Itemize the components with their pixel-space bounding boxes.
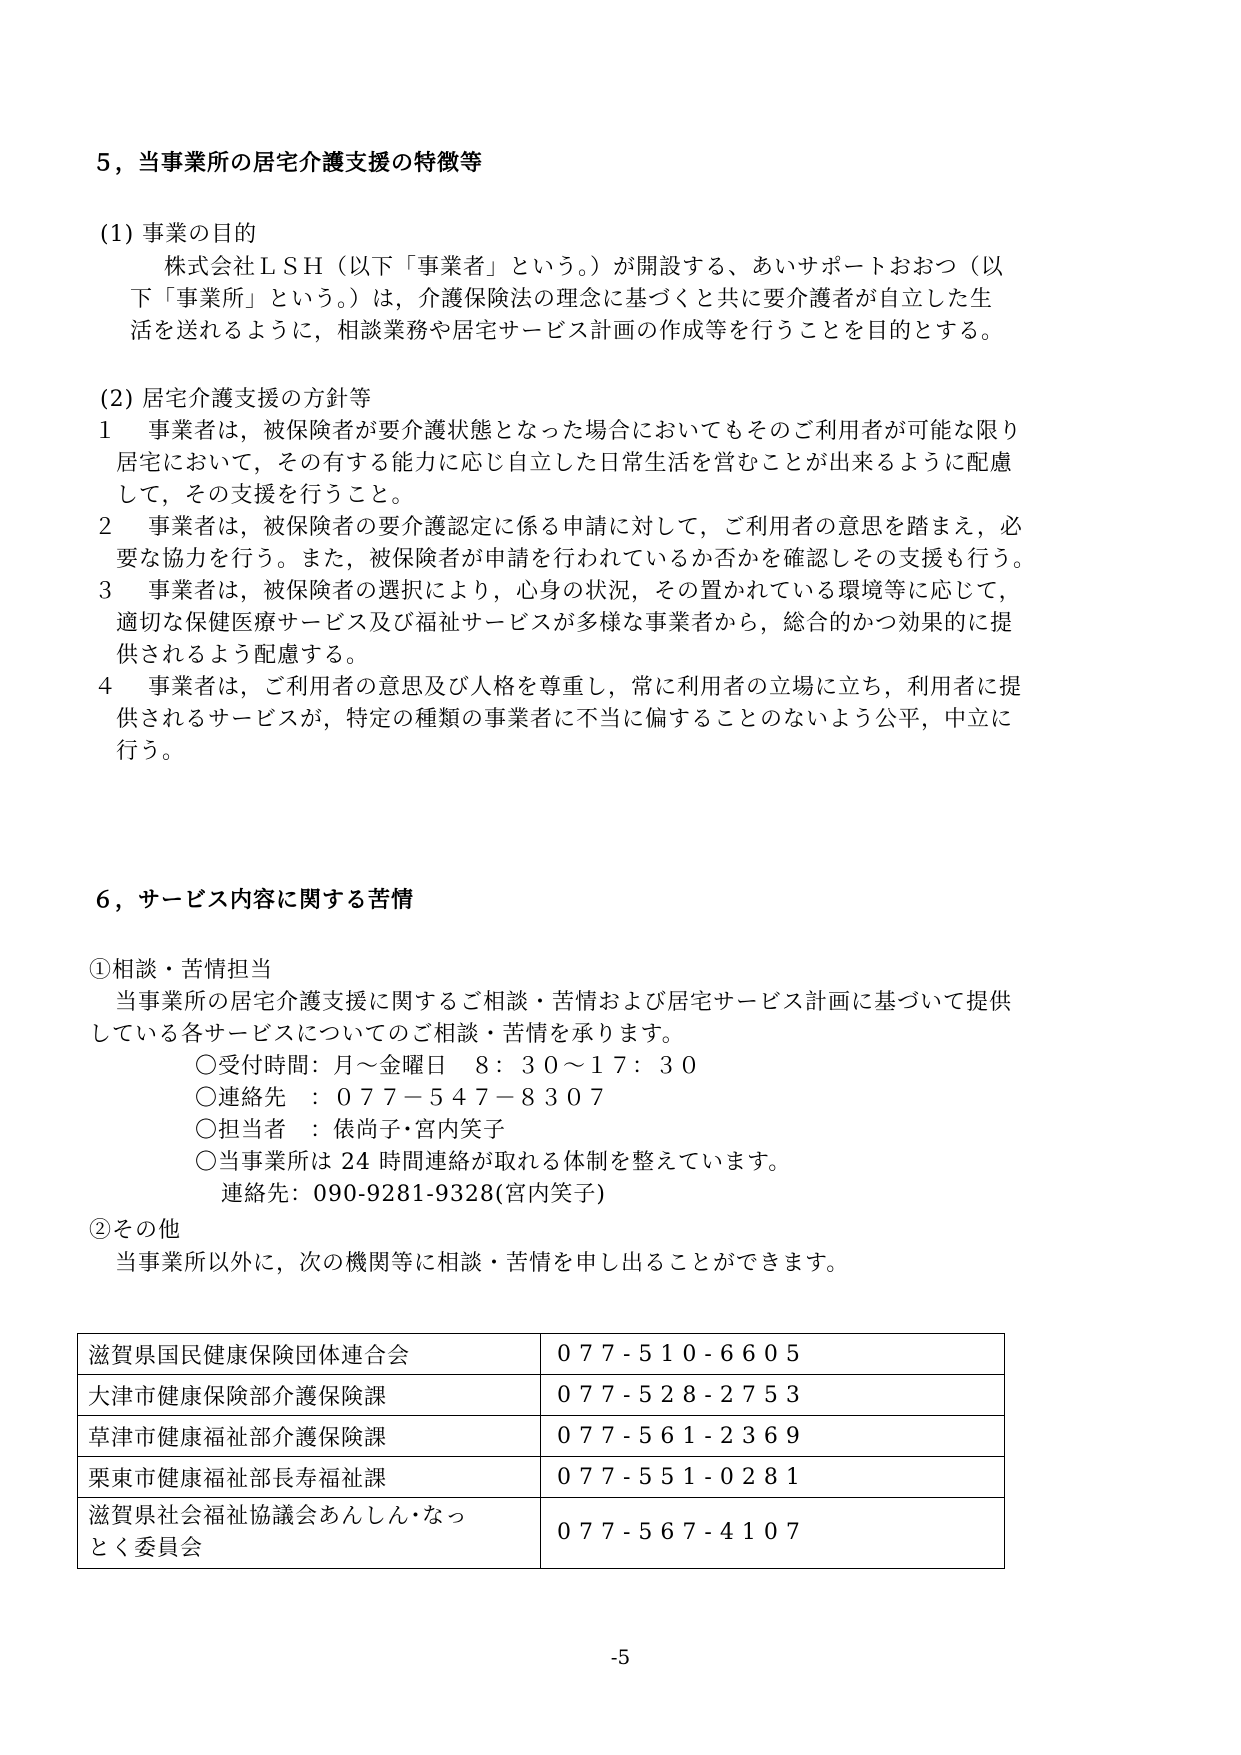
consultation-line: 当事業所の居宅介護支援に関するご相談・苦情および居宅サービス計画に基づいて提供 [115, 990, 1013, 1015]
policy-line: 行う。 [116, 739, 186, 764]
consultation-details [195, 1051, 791, 1211]
section6-sub2-title: ②その他 [89, 1218, 182, 1243]
section5-heading: ５，当事業所の居宅介護支援の特徴等 [92, 151, 484, 176]
policy-line: 供されるよう配慮する。 [116, 643, 370, 668]
policy-line: ２ 事業者は，被保険者の要介護認定に係る申請に対して，ご利用者の意思を踏まえ，必 [94, 515, 1023, 540]
policy-line: して，その支援を行うこと。 [116, 483, 415, 508]
other-agencies-intro: 当事業所以外に，次の機関等に相談・苦情を申し出ることができます。 [115, 1251, 850, 1276]
policy-line: ４ 事業者は，ご利用者の意思及び人格を尊重し，常に利用者の立場に立ち，利用者に提 [94, 675, 1023, 700]
section6-heading: ６，サービス内容に関する苦情 [92, 888, 415, 913]
table-row [78, 1498, 1005, 1569]
purpose-line: 株式会社ＬＳＨ（以下「事業者」という。）が開設する、あいサポートおおつ（以 [164, 255, 1004, 280]
agency-phone: 077-551-0281 [541, 1457, 1005, 1498]
reception-hours: 〇受付時間：月～金曜日 ８：３０～１７：３０ [195, 1054, 702, 1079]
agency-contact-table [77, 1333, 1005, 1569]
agency-phone: 077-528-2753 [541, 1375, 1005, 1416]
purpose-line: 活を送れるように，相談業務や居宅サービス計画の作成等を行うことを目的とする。 [130, 319, 1005, 344]
page-number: -5 [610, 1645, 631, 1669]
contact-phone: 〇連絡先 ：０７７－５４７－８３０７ [195, 1086, 610, 1111]
policy-item [94, 576, 1036, 672]
policy-number: １ [94, 419, 118, 444]
table-row [78, 1334, 1005, 1375]
consultation-line: している各サービスについてのご相談・苦情を承ります。 [89, 1022, 685, 1047]
agency-phone: 077-561-2369 [541, 1416, 1005, 1457]
policy-number: ３ [94, 579, 118, 604]
policy-line: 適切な保健医療サービス及び福祉サービスが多様な事業者から，総合的かつ効果的に提 [116, 611, 1014, 636]
policy-number: ２ [94, 515, 118, 540]
policy-list [94, 416, 1036, 768]
section6-sub1-title: ①相談・苦情担当 [89, 958, 274, 983]
table-row [78, 1416, 1005, 1457]
policy-item [94, 416, 1036, 512]
twentyfour-hour-note: 〇当事業所は 24 時間連絡が取れる体制を整えています。 [195, 1150, 792, 1175]
agency-name: 大津市健康保険部介護保険課 [78, 1375, 541, 1416]
section5-sub1-title: (1) 事業の目的 [100, 222, 258, 247]
table-row [78, 1375, 1005, 1416]
policy-item [94, 672, 1036, 768]
table-row [78, 1457, 1005, 1498]
policy-line: 要な協力を行う。また，被保険者が申請を行われているか否かを確認しその支援も行う。 [116, 547, 1037, 572]
policy-number: ４ [94, 675, 118, 700]
consultation-paragraph [89, 987, 1012, 1051]
agency-name: 滋賀県社会福祉協議会あんしん･なっ とく委員会 [78, 1498, 541, 1569]
purpose-line: 下「事業所」という。）は，介護保険法の理念に基づくと共に要介護者が自立した生 [130, 287, 994, 312]
section5-sub2-title: (2) 居宅介護支援の方針等 [100, 387, 373, 412]
agency-name: 栗東市健康福祉部長寿福祉課 [78, 1457, 541, 1498]
emergency-contact: 連絡先：090-9281-9328(宮内笑子) [221, 1182, 607, 1207]
policy-line: 居宅において，その有する能力に応じ自立した日常生活を営むことが出来るように配慮 [116, 451, 1013, 476]
staff-in-charge: 〇担当者 ：俵尚子･宮内笑子 [195, 1118, 507, 1143]
agency-name: 滋賀県国民健康保険団体連合会 [78, 1334, 541, 1375]
purpose-paragraph [130, 252, 1004, 348]
policy-line: １ 事業者は，被保険者が要介護状態となった場合においてもそのご利用者が可能な限り [94, 419, 1023, 444]
agency-phone: 077-567-4107 [541, 1498, 1005, 1569]
policy-line: 供されるサービスが，特定の種類の事業者に不当に偏することのないよう公平，中立に [116, 707, 1014, 732]
policy-line: ３ 事業者は，被保険者の選択により，心身の状況，その置かれている環境等に応じて， [94, 579, 1022, 604]
policy-item [94, 512, 1036, 576]
agency-phone: 077-510-6605 [541, 1334, 1005, 1375]
agency-name: 草津市健康福祉部介護保険課 [78, 1416, 541, 1457]
